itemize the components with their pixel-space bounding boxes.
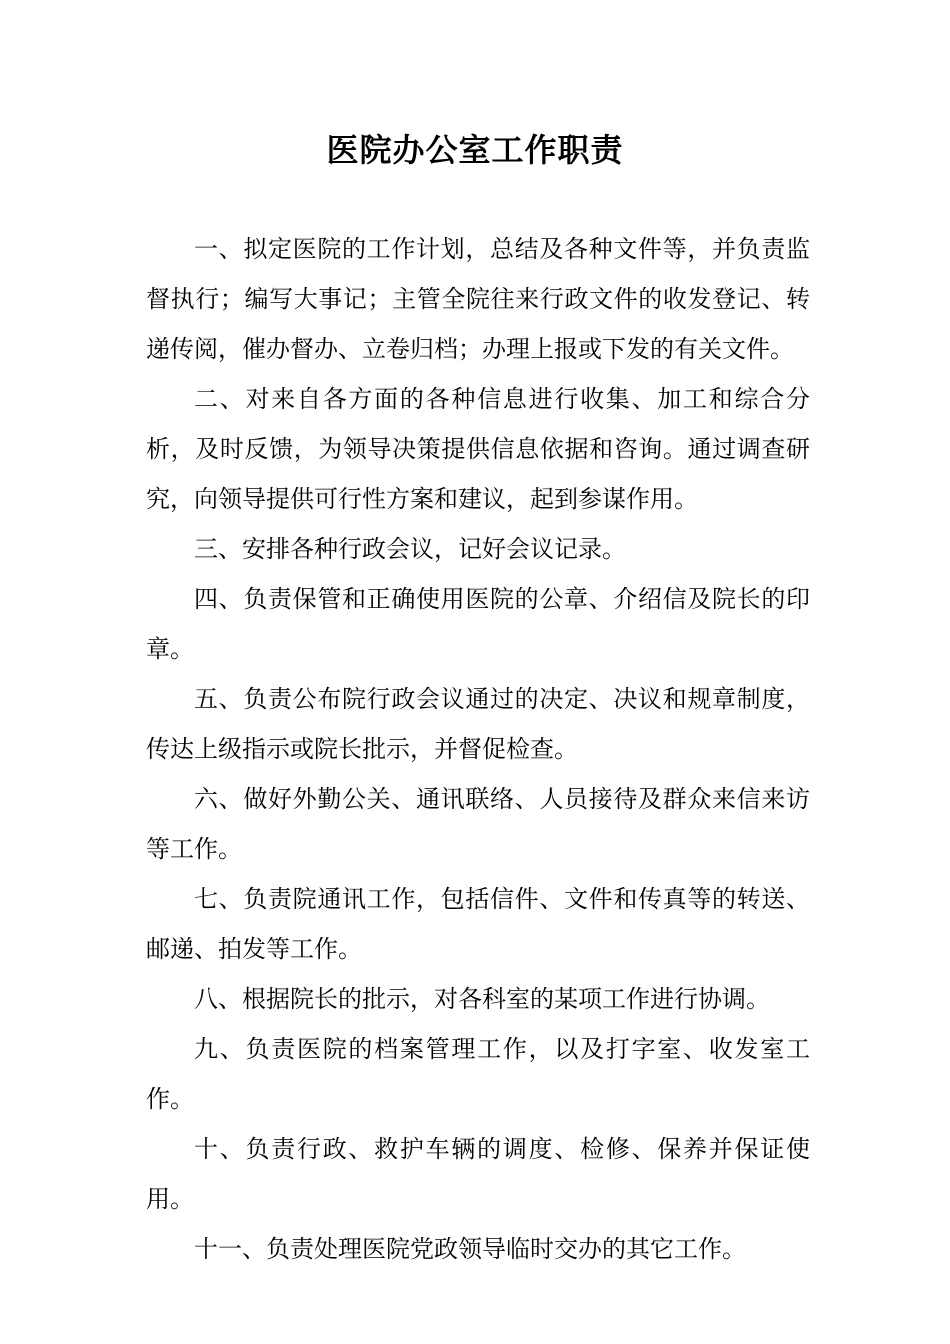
paragraph-10: 十、负责行政、救护车辆的调度、检修、保养并保证使用。 <box>146 1135 810 1213</box>
paragraph-7: 七、负责院通讯工作，包括信件、文件和传真等的转送、邮递、拍发等工作。 <box>146 885 810 963</box>
paragraph-3: 三、安排各种行政会议，记好会议记录。 <box>194 535 626 563</box>
paragraph-8: 八、根据院长的批示，对各科室的某项工作进行协调。 <box>194 985 770 1013</box>
document-title: 医院办公室工作职责 <box>326 131 624 169</box>
paragraph-6: 六、做好外勤公关、通讯联络、人员接待及群众来信来访等工作。 <box>146 785 810 863</box>
document-body <box>146 224 810 1274</box>
paragraph-1: 一、拟定医院的工作计划，总结及各种文件等，并负责监督执行；编写大事记；主管全院往来行政文件的收发登记、转递传阅，催办督办、立卷归档；办理上报或下发的有关文件。 <box>146 235 810 363</box>
paragraph-5: 五、负责公布院行政会议通过的决定、决议和规章制度，传达上级指示或院长批示，并督促检查。 <box>146 685 810 763</box>
paragraph-9: 九、负责医院的档案管理工作，以及打字室、收发室工作。 <box>146 1035 810 1113</box>
paragraph-4: 四、负责保管和正确使用医院的公章、介绍信及院长的印章。 <box>146 585 810 663</box>
paragraph-2: 二、对来自各方面的各种信息进行收集、加工和综合分析，及时反馈，为领导决策提供信息依据和咨询。通过调查研究，向领导提供可行性方案和建议，起到参谋作用。 <box>146 385 810 513</box>
paragraph-11: 十一、负责处理医院党政领导临时交办的其它工作。 <box>194 1235 746 1263</box>
